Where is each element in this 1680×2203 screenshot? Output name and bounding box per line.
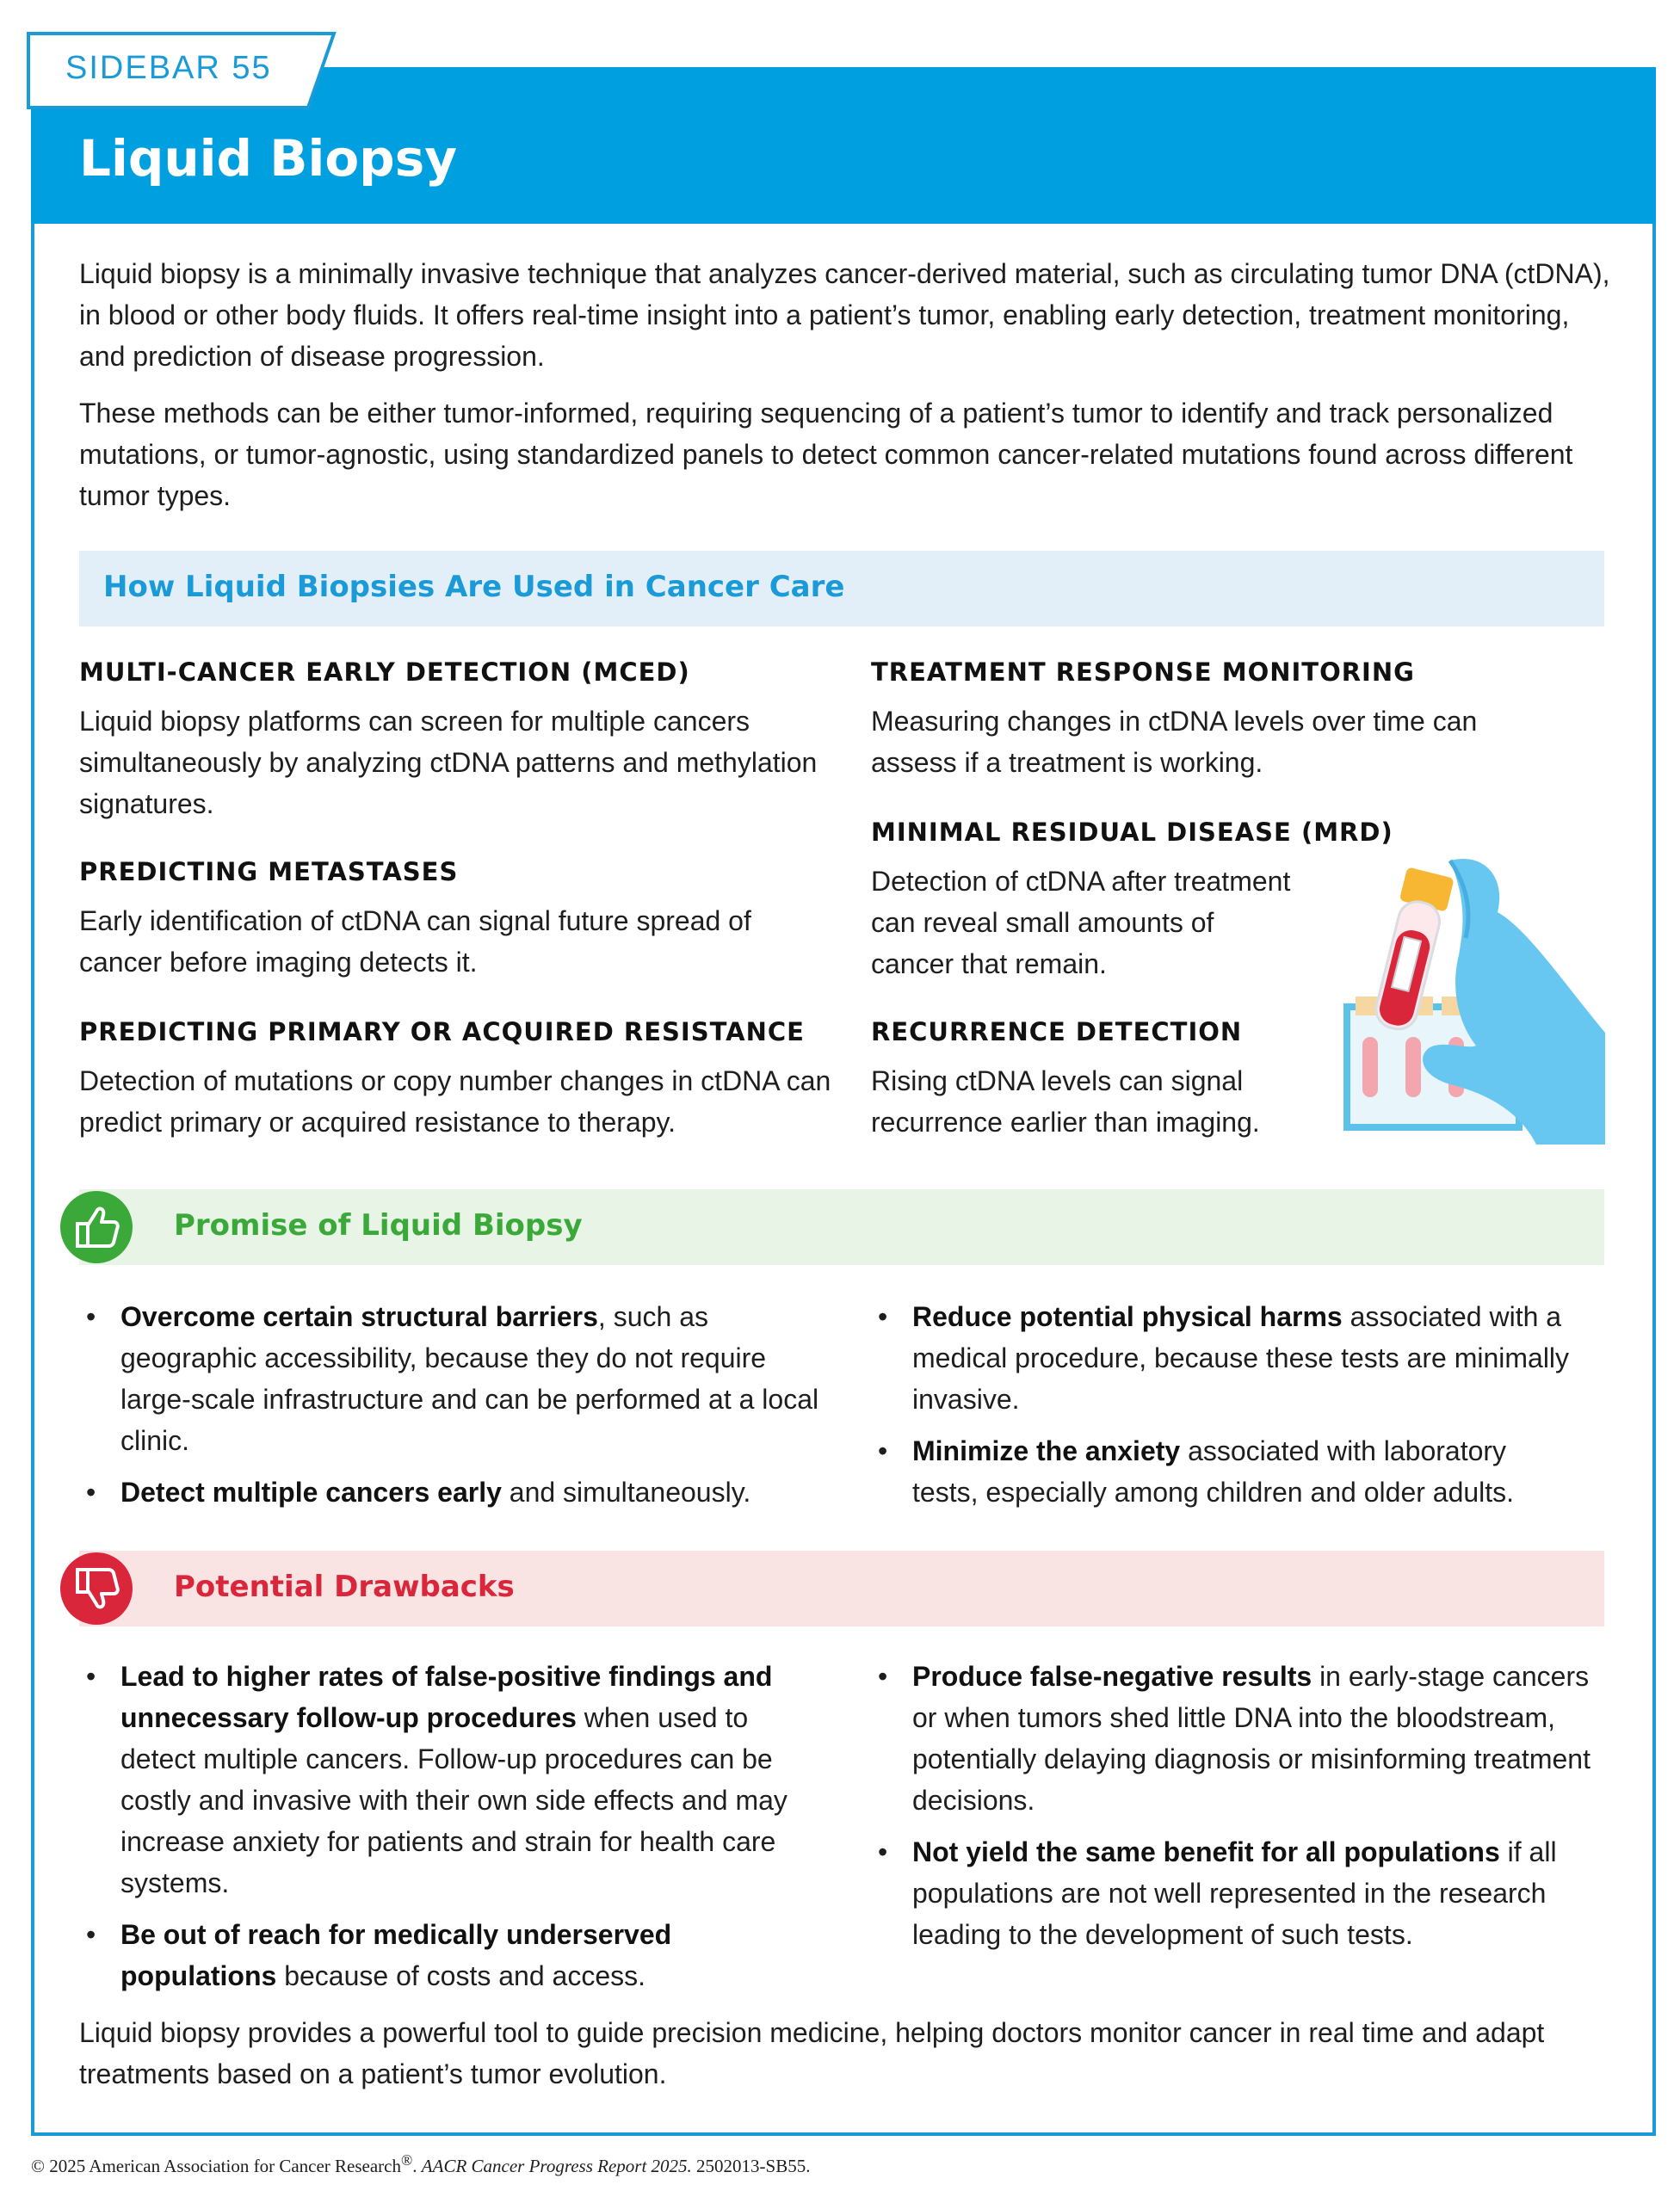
conclusion-paragraph: Liquid biopsy provides a powerful tool to guide precision medicine, helping doctors monitor cancer in real time and adapt treatments based on a patient’s tumor evolution. (79, 2017, 1545, 2089)
list-item: • Not yield the same benefit for all populations if all populations are not well represented in the research leading to the development of such tests. (871, 1831, 1611, 1955)
sidebar-tag (26, 31, 337, 110)
list-item: • Detect multiple cancers early and simultaneously. (79, 1472, 819, 1513)
drawbacks-section-band (79, 1551, 1604, 1626)
intro-paragraph-2: These methods can be either tumor-informed, requiring sequencing of a patient’s tumor to identify and track personalized mutations, or tumor-agnostic, using standardized panels to detect common cancer-related mutations found across different tumor types. (79, 398, 1573, 511)
list-item: • Lead to higher rates of false-positive findings and unnecessary follow-up procedures when used to detect multiple cancers. Follow-up procedures can be costly and invasive with their own side effects and may increase anxiety for patients and strain for health care systems. (79, 1656, 819, 1904)
list-item: • Minimize the anxiety associated with laboratory tests, especially among children and older adults. (871, 1430, 1577, 1513)
recurrence-heading: RECURRENCE DETECTION (871, 1017, 1243, 1046)
list-item: • Produce false-negative results in early-stage cancers or when tumors shed little DNA into the bloodstream, potentially delaying diagnosis or misinforming treatment decisions. (871, 1656, 1611, 1821)
recurrence-text: Rising ctDNA levels can signal recurrence earlier than imaging. (871, 1065, 1260, 1138)
metastases-text: Early identification of ctDNA can signal future spread of cancer before imaging detects it. (79, 905, 751, 978)
resistance-heading: PREDICTING PRIMARY OR ACQUIRED RESISTANCE (79, 1017, 805, 1046)
mced-text: Liquid biopsy platforms can screen for multiple cancers simultaneously by analyzing ctDNA patterns and methylation signatures. (79, 706, 818, 819)
uses-section-title: How Liquid Biopsies Are Used in Cancer Care (103, 570, 845, 604)
thumbs-up-icon (60, 1191, 133, 1263)
drawbacks-section-title: Potential Drawbacks (174, 1570, 515, 1604)
gloved-hand-blood-tube-icon (1321, 852, 1605, 1145)
list-item: • Reduce potential physical harms associated with a medical procedure, because these tests are minimally invasive. (871, 1296, 1577, 1420)
intro-paragraph-1: Liquid biopsy is a minimally invasive technique that analyzes cancer-derived material, such as circulating tumor DNA (ctDNA), in blood or other body fluids. It offers real-time insight into a patient’s tumor, enabling early detection, treatment monitoring, and prediction of disease progression. (79, 258, 1610, 372)
promise-section-title: Promise of Liquid Biopsy (174, 1208, 583, 1243)
drawbacks-list-left (79, 1656, 819, 2007)
resistance-text: Detection of mutations or copy number changes in ctDNA can predict primary or acquired resistance to therapy. (79, 1065, 831, 1138)
page-title: Liquid Biopsy (79, 129, 458, 188)
sidebar-tag-label: SIDEBAR 55 (65, 50, 272, 86)
metastases-heading: PREDICTING METASTASES (79, 857, 459, 886)
promise-list-left (79, 1296, 819, 1523)
list-item: • Overcome certain structural barriers, such as geographic accessibility, because they do not require large-scale infrastructure and can be performed at a local clinic. (79, 1296, 819, 1461)
mrd-text: Detection of ctDNA after treatment can reveal small amounts of cancer that remain. (871, 866, 1291, 979)
uses-section-band (79, 551, 1604, 626)
mced-heading: MULTI-CANCER EARLY DETECTION (MCED) (79, 657, 690, 687)
promise-section-band (79, 1189, 1604, 1265)
promise-list-right (871, 1296, 1577, 1523)
treatment-monitoring-text: Measuring changes in ctDNA levels over time can assess if a treatment is working. (871, 706, 1478, 778)
copyright-footer: © 2025 American Association for Cancer Research®. AACR Cancer Progress Report 2025. 2502013-SB55. (31, 2151, 811, 2176)
list-item: • Be out of reach for medically underserved populations because of costs and access. (79, 1914, 819, 1996)
drawbacks-list-right (871, 1656, 1611, 1965)
mrd-heading: MINIMAL RESIDUAL DISEASE (MRD) (871, 818, 1393, 847)
thumbs-down-icon (60, 1552, 133, 1625)
treatment-monitoring-heading: TREATMENT RESPONSE MONITORING (871, 657, 1415, 687)
